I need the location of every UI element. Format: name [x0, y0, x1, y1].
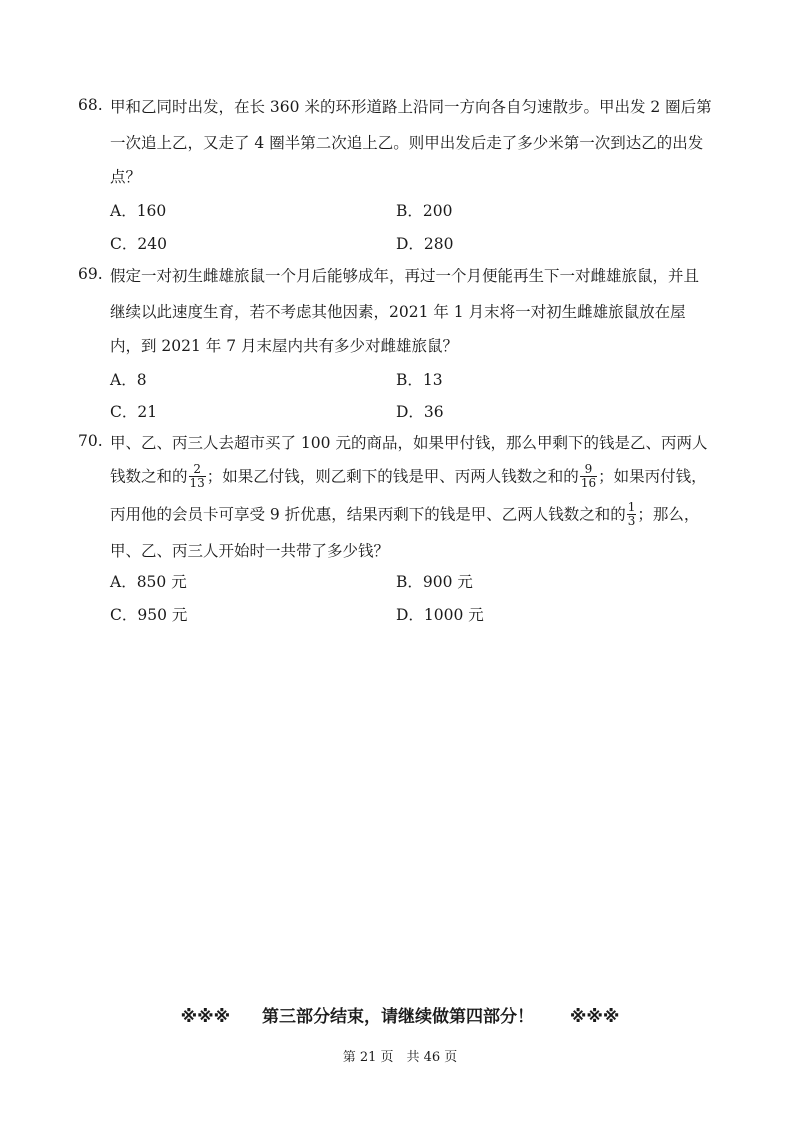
text-segment: 钱数之和的	[110, 467, 188, 486]
question-text-line: 点？	[110, 168, 142, 186]
question-text-line: 一次追上乙，又走了 4 圈半第二次追上乙。则甲出发后走了多少米第一次到达乙的出发	[110, 134, 704, 152]
option-b[interactable]: B．900 元	[396, 573, 473, 591]
question-number: 68.	[78, 96, 103, 114]
option-c[interactable]: C．21	[110, 403, 158, 421]
option-a[interactable]: A．8	[110, 371, 147, 389]
question-text-line: 继续以此速度生育，若不考虑其他因素，2021 年 1 月末将一对初生雌雄旅鼠放在屋	[110, 303, 686, 321]
question-number: 70.	[78, 432, 103, 450]
option-d[interactable]: D．280	[396, 235, 454, 253]
fraction-9-16	[580, 463, 597, 490]
question-text-line: 假定一对初生雌雄旅鼠一个月后能够成年，再过一个月便能再生下一对雌雄旅鼠，并且	[110, 267, 700, 285]
fraction-numerator: 2	[193, 462, 201, 476]
fraction-2-13	[189, 463, 206, 490]
option-c[interactable]: C．240	[110, 235, 167, 253]
option-b[interactable]: B．13	[396, 371, 443, 389]
option-a[interactable]: A．850 元	[110, 573, 187, 591]
question-text-line: 甲和乙同时出发，在长 360 米的环形道路上沿同一方向各自匀速散步。甲出发 2 圈后第	[110, 98, 712, 116]
section-end-text: 第三部分结束，请继续做第四部分！	[262, 1007, 534, 1027]
question-text-line	[110, 502, 699, 529]
option-d[interactable]: D．36	[396, 403, 444, 421]
fraction-1-3	[627, 501, 637, 528]
fraction-numerator: 9	[584, 462, 593, 476]
question-text-line	[110, 464, 707, 491]
option-d[interactable]: D．1000 元	[396, 606, 484, 624]
section-end-banner	[0, 1002, 800, 1027]
question-text-line: 甲、乙、丙三人去超市买了 100 元的商品，如果甲付钱，那么甲剩下的钱是乙、丙两人	[110, 434, 708, 452]
stars-left: ※※※	[180, 1007, 231, 1027]
fraction-numerator: 1	[627, 500, 636, 514]
question-number: 69.	[78, 265, 103, 283]
page-footer: 第 21 页 共 46 页	[342, 1050, 458, 1065]
stars-right: ※※※	[569, 1007, 620, 1027]
text-segment: ；如果丙付钱，	[598, 467, 707, 486]
text-segment: ；那么，	[637, 505, 700, 524]
question-text-line: 内，到 2021 年 7 月末屋内共有多少对雌雄旅鼠？	[110, 337, 459, 355]
text-segment: 丙用他的会员卡可享受 9 折优惠，结果丙剩下的钱是甲、乙两人钱数之和的	[110, 505, 626, 524]
option-a[interactable]: A．160	[110, 202, 167, 220]
text-segment: ；如果乙付钱，则乙剩下的钱是甲、丙两人钱数之和的	[206, 467, 579, 486]
option-b[interactable]: B．200	[396, 202, 453, 220]
fraction-denominator: 16	[580, 476, 597, 490]
fraction-denominator: 3	[627, 514, 636, 528]
question-text-line: 甲、乙、丙三人开始时一共带了多少钱？	[110, 542, 390, 560]
fraction-denominator: 13	[189, 476, 205, 490]
option-c[interactable]: C．950 元	[110, 606, 188, 624]
